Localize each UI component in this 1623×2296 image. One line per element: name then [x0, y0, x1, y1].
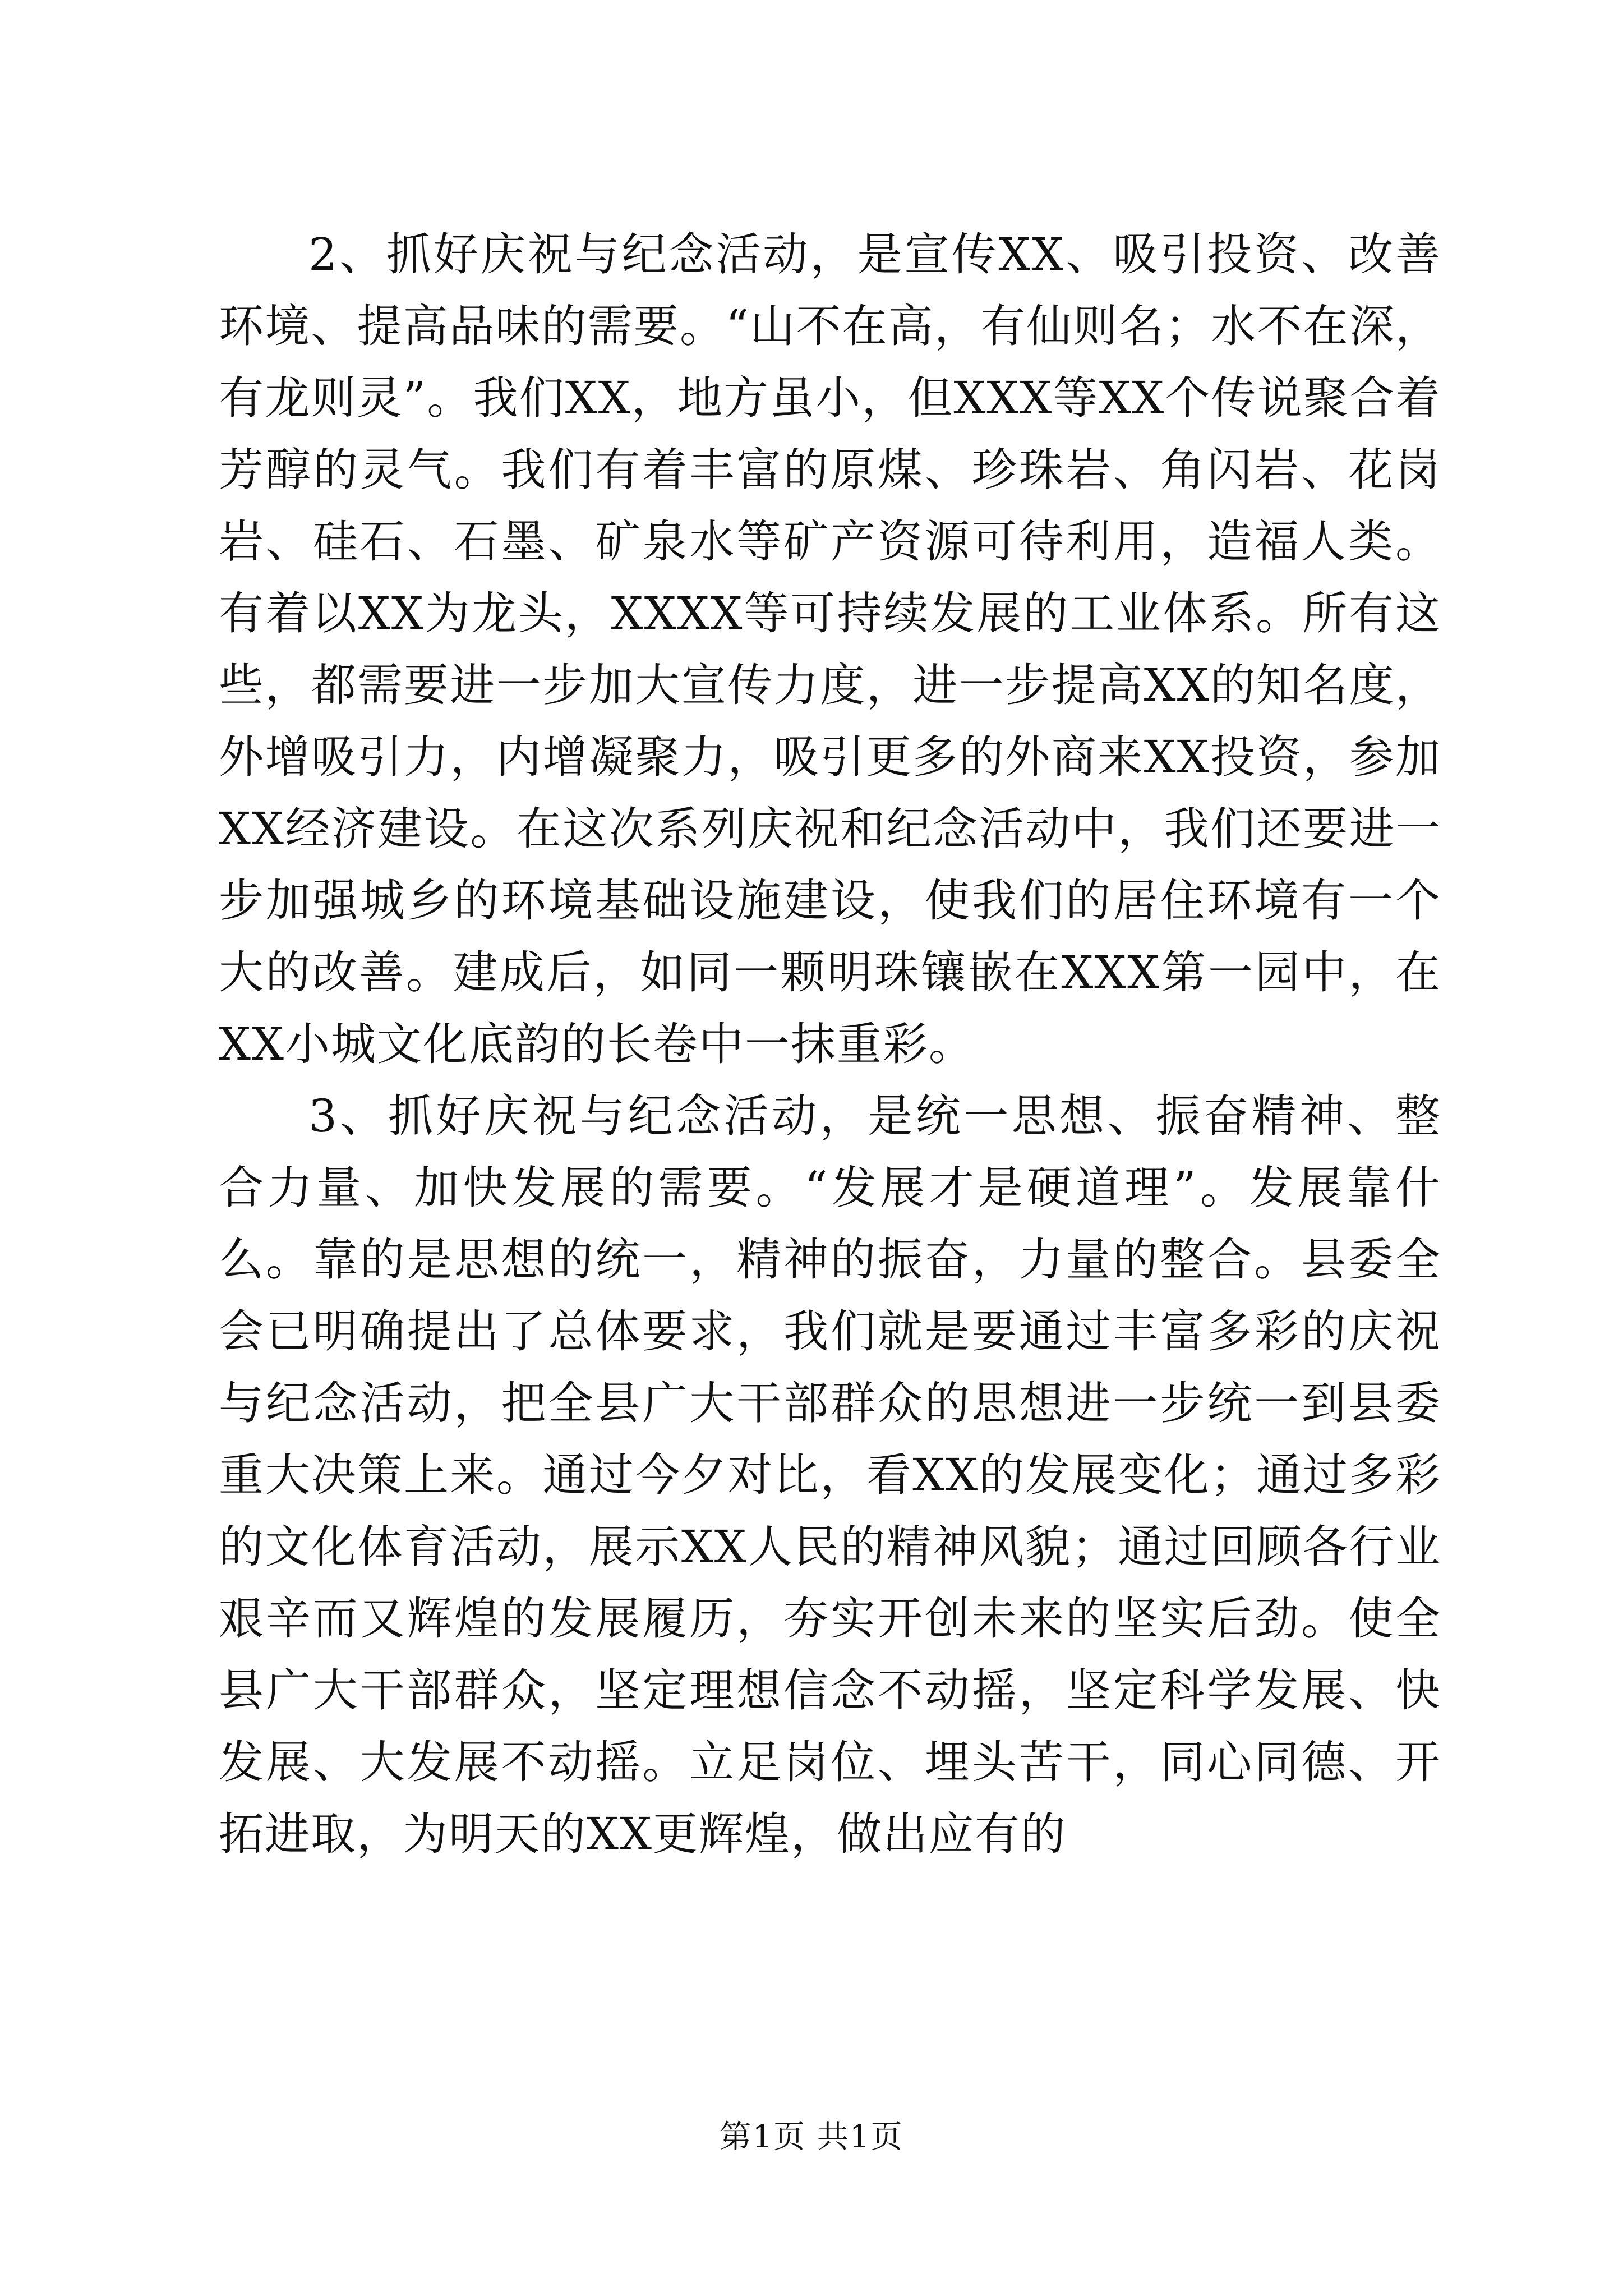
page-footer: 第1页 共1页	[720, 2119, 903, 2155]
paragraph-2: 2、抓好庆祝与纪念活动，是宣传XX、吸引投资、改善环境、提高品味的需要。“山不在高，有仙则名；水不在深，有龙则灵”。我们XX，地方虽小，但XXX等XX个传说聚合着芳醇的灵气。我们有着丰富的原煤、珍珠岩、角闪岩、花岗岩、硅石、石墨、矿泉水等矿产资源可待利用，造福人类。有着以XX为龙头，XXXX等可持续发展的工业体系。所有这些，都需要进一步加大宣传力度，进一步提高XX的知名度，外增吸引力，内增凝聚力，吸引更多的外商来XX投资，参加XX经济建设。在这次系列庆祝和纪念活动中，我们还要进一步加强城乡的环境基础设施建设，使我们的居住环境有一个大的改善。建成后，如同一颗明珠镶嵌在XXX第一园中，在XX小城文化底韵的长卷中一抹重彩。	[219, 228, 1441, 1070]
document-body	[219, 219, 1441, 1870]
paragraph-3: 3、抓好庆祝与纪念活动，是统一思想、振奋精神、整合力量、加快发展的需要。“发展才是硬道理”。发展靠什么。靠的是思想的统一，精神的振奋，力量的整合。县委全会已明确提出了总体要求，我们就是要通过丰富多彩的庆祝与纪念活动，把全县广大干部群众的思想进一步统一到县委重大决策上来。通过今夕对比，看XX的发展变化；通过多彩的文化体育活动，展示XX人民的精神风貌；通过回顾各行业艰辛而又辉煌的发展履历，夯实开创未来的坚实后劲。使全县广大干部群众，坚定理想信念不动摇，坚定科学发展、快发展、大发展不动摇。立足岗位、埋头苦干，同心同德、开拓进取，为明天的XX更辉煌，做出应有的	[219, 1090, 1441, 1860]
